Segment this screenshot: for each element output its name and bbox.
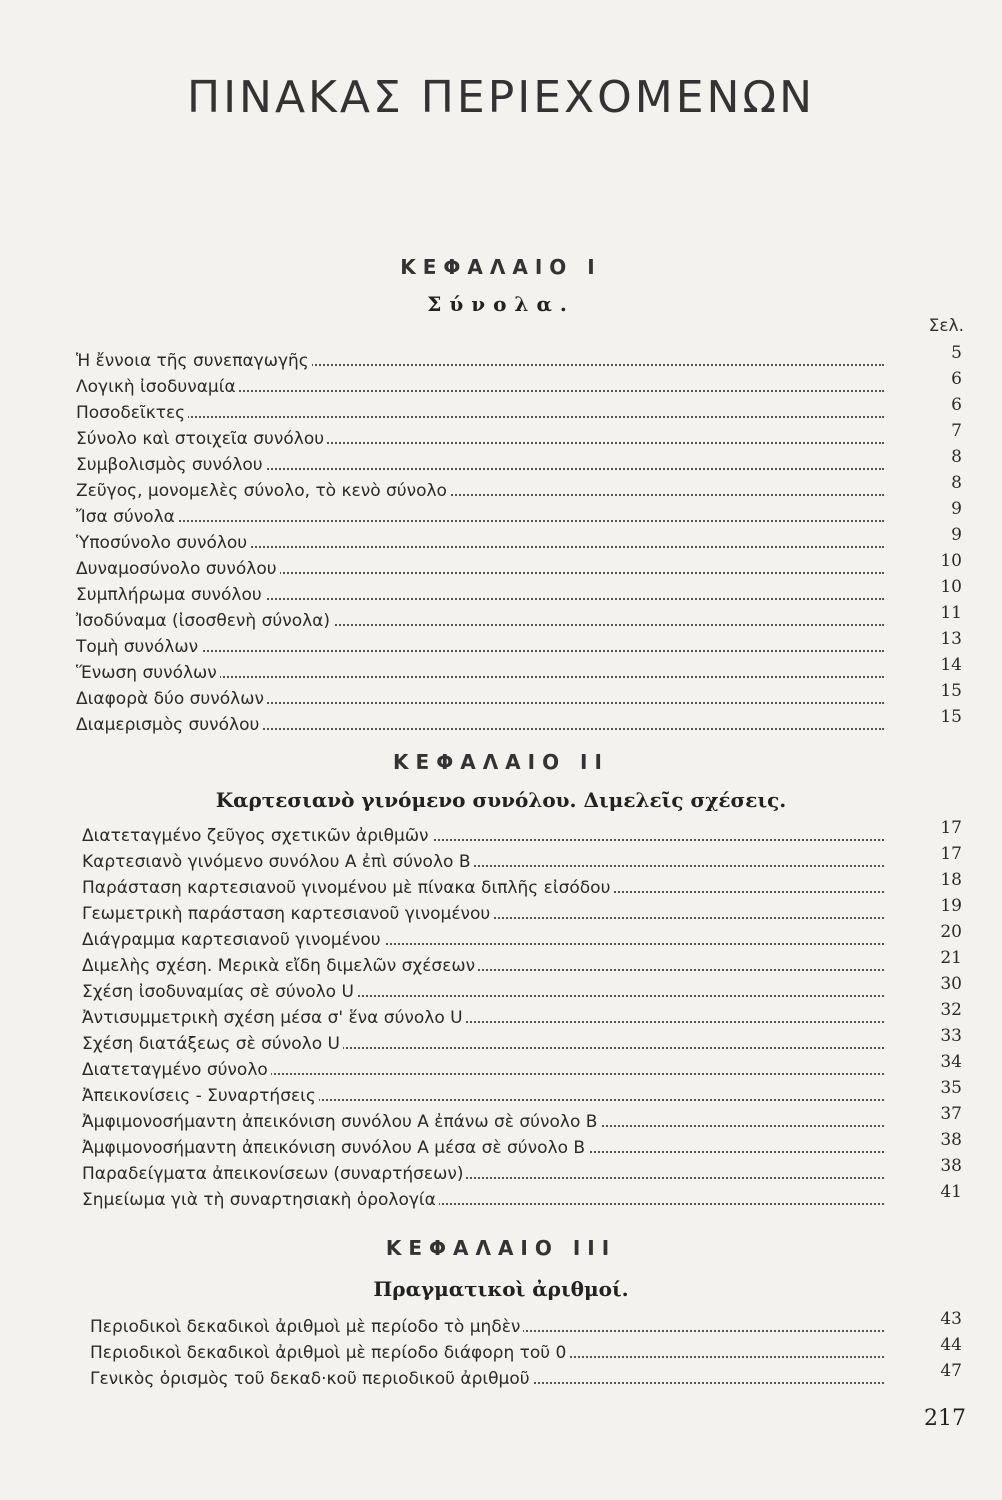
entry-title: Δυναμοσύνολο συνόλου bbox=[76, 558, 280, 580]
entry-title: Γεωμετρικὴ παράσταση καρτεσιανοῦ γινομένου bbox=[82, 903, 493, 925]
entry-title: Καρτεσιανὸ γινόμενο συνόλου Α ἐπὶ σύνολο Β bbox=[82, 851, 473, 873]
toc-entry bbox=[0, 551, 1002, 584]
toc-entry bbox=[0, 525, 1002, 558]
toc-entry bbox=[0, 896, 1002, 929]
entry-page-number: 15 bbox=[940, 681, 962, 701]
entry-page-number: 11 bbox=[940, 603, 962, 623]
entry-title: Διατεταγμένο ζεῦγος σχετικῶν ἀριθμῶν bbox=[82, 825, 432, 847]
entry-page-number: 8 bbox=[951, 473, 962, 493]
toc-entry bbox=[0, 343, 1002, 376]
toc-entry bbox=[0, 1182, 1002, 1215]
entry-title: Ἡ ἔννοια τῆς συνεπαγωγῆς bbox=[76, 350, 312, 372]
toc-entry bbox=[0, 1335, 1002, 1368]
entry-title: Ἀπεικονίσεις - Συναρτήσεις bbox=[82, 1085, 319, 1107]
toc-entry bbox=[0, 844, 1002, 877]
page-column-label: Σελ. bbox=[928, 316, 964, 336]
toc-entry bbox=[0, 1026, 1002, 1059]
toc-entry bbox=[0, 421, 1002, 454]
toc-entry bbox=[0, 395, 1002, 428]
entry-page-number: 33 bbox=[940, 1026, 962, 1046]
entry-title: Σύνολο καὶ στοιχεῖα συνόλου bbox=[76, 428, 327, 450]
chapter-2-heading: ΚΕΦΑΛΑΙΟ ΙΙ bbox=[393, 750, 609, 774]
entry-page-number: 14 bbox=[940, 655, 962, 675]
entry-page-number: 41 bbox=[940, 1182, 962, 1202]
entry-page-number: 13 bbox=[940, 629, 962, 649]
entry-title: Λογικὴ ἰσοδυναμία bbox=[76, 376, 239, 398]
toc-entry bbox=[0, 707, 1002, 740]
entry-title: Σημείωμα γιὰ τὴ συναρτησιακὴ ὁρολογία bbox=[82, 1189, 439, 1211]
entry-title: Παραδείγματα ἀπεικονίσεων (συναρτήσεων) bbox=[82, 1163, 466, 1185]
toc-entry bbox=[0, 447, 1002, 480]
chapter-3-heading: ΚΕΦΑΛΑΙΟ ΙΙΙ bbox=[385, 1236, 617, 1260]
entry-page-number: 30 bbox=[940, 974, 962, 994]
chapter-1-entries bbox=[0, 343, 1002, 740]
entry-page-number: 32 bbox=[940, 1000, 962, 1020]
toc-entry bbox=[0, 629, 1002, 662]
entry-page-number: 17 bbox=[940, 844, 962, 864]
entry-title: Σχέση ἰσοδυναμίας σὲ σύνολο U bbox=[82, 981, 357, 1003]
dot-leader bbox=[76, 520, 884, 522]
toc-entry bbox=[0, 1309, 1002, 1342]
entry-title: Συμπλήρωμα συνόλου bbox=[76, 584, 265, 606]
toc-entry bbox=[0, 1078, 1002, 1111]
entry-page-number: 15 bbox=[940, 707, 962, 727]
chapter-1-heading: ΚΕΦΑΛΑΙΟ Ι bbox=[400, 255, 602, 279]
dot-leader bbox=[76, 416, 884, 418]
entry-page-number: 34 bbox=[940, 1052, 962, 1072]
entry-page-number: 9 bbox=[951, 525, 962, 545]
toc-entry bbox=[0, 473, 1002, 506]
entry-page-number: 7 bbox=[951, 421, 962, 441]
entry-title: Ζεῦγος, μονομελὲς σύνολο, τὸ κενὸ σύνολο bbox=[76, 480, 450, 502]
toc-entry bbox=[0, 577, 1002, 610]
entry-title: Ποσοδεῖκτες bbox=[76, 402, 188, 424]
chapter-3-entries bbox=[0, 1309, 1002, 1394]
entry-page-number: 19 bbox=[940, 896, 962, 916]
entry-page-number: 10 bbox=[940, 551, 962, 571]
toc-entry bbox=[0, 948, 1002, 981]
entry-page-number: 8 bbox=[951, 447, 962, 467]
entry-title: Ἴσα σύνολα bbox=[76, 506, 178, 528]
entry-page-number: 9 bbox=[951, 499, 962, 519]
toc-entry bbox=[0, 974, 1002, 1007]
entry-page-number: 5 bbox=[951, 343, 962, 363]
entry-title: Διαφορὰ δύο συνόλων bbox=[76, 688, 267, 710]
toc-entry bbox=[0, 870, 1002, 903]
entry-page-number: 43 bbox=[940, 1309, 962, 1329]
toc-entry bbox=[0, 655, 1002, 688]
entry-page-number: 17 bbox=[940, 818, 962, 838]
toc-entry bbox=[0, 1000, 1002, 1033]
toc-entry bbox=[0, 369, 1002, 402]
toc-entry bbox=[0, 1052, 1002, 1085]
entry-page-number: 6 bbox=[951, 395, 962, 415]
entry-title: Ἰσοδύναμα (ἰσοσθενὴ σύνολα) bbox=[76, 610, 333, 632]
entry-page-number: 10 bbox=[940, 577, 962, 597]
entry-title: Ἀντισυμμετρικὴ σχέση μέσα σ' ἕνα σύνολο U bbox=[82, 1007, 466, 1029]
entry-title: Περιοδικοὶ δεκαδικοὶ ἀριθμοὶ μὲ περίοδο διάφορη τοῦ 0 bbox=[90, 1342, 569, 1364]
toc-entry bbox=[0, 1361, 1002, 1394]
entry-title: Συμβολισμὸς συνόλου bbox=[76, 454, 266, 476]
entry-title: Διμελὴς σχέση. Μερικὰ εἴδη διμελῶν σχέσεων bbox=[82, 955, 478, 977]
entry-title: Γενικὸς ὁρισμὸς τοῦ δεκαδ·κοῦ περιοδικοῦ ἀριθμοῦ bbox=[90, 1368, 533, 1390]
entry-title: Διαμερισμὸς συνόλου bbox=[76, 714, 262, 736]
page-title: ΠΙΝΑΚΑΣ ΠΕΡΙΕΧΟΜΕΝΩΝ bbox=[186, 72, 815, 123]
entry-title: Ἀμφιμονοσήμαντη ἀπεικόνιση συνόλου Α μέσα σὲ σύνολο Β bbox=[82, 1137, 588, 1159]
entry-page-number: 21 bbox=[940, 948, 962, 968]
entry-page-number: 6 bbox=[951, 369, 962, 389]
toc-entry bbox=[0, 681, 1002, 714]
entry-title: Παράσταση καρτεσιανοῦ γινομένου μὲ πίνακα διπλῆς εἰσόδου bbox=[82, 877, 613, 899]
entry-page-number: 38 bbox=[940, 1156, 962, 1176]
entry-page-number: 20 bbox=[940, 922, 962, 942]
entry-title: Τομὴ συνόλων bbox=[76, 636, 201, 658]
toc-entry bbox=[0, 818, 1002, 851]
toc-entry bbox=[0, 499, 1002, 532]
entry-page-number: 47 bbox=[940, 1361, 962, 1381]
entry-title: Διατεταγμένο σύνολο bbox=[82, 1059, 271, 1081]
entry-title: Περιοδικοὶ δεκαδικοὶ ἀριθμοὶ μὲ περίοδο τὸ μηδὲν bbox=[90, 1316, 523, 1338]
chapter-1-subtitle: Σύνολα. bbox=[427, 292, 575, 316]
entry-title: Ἀμφιμονοσήμαντη ἀπεικόνιση συνόλου Α ἐπάνω σὲ σύνολο Β bbox=[82, 1111, 600, 1133]
chapter-2-entries bbox=[0, 818, 1002, 1215]
entry-page-number: 37 bbox=[940, 1104, 962, 1124]
entry-page-number: 35 bbox=[940, 1078, 962, 1098]
entry-title: Ἕνωση συνόλων bbox=[76, 662, 220, 684]
entry-title: Σχέση διατάξεως σὲ σύνολο U bbox=[82, 1033, 343, 1055]
page-number: 217 bbox=[924, 1406, 966, 1431]
chapter-2-subtitle: Καρτεσιανὸ γινόμενο συνόλου. Διμελεῖς σχέσεις. bbox=[215, 788, 787, 812]
chapter-3-subtitle: Πραγματικοὶ ἀριθμοί. bbox=[373, 1277, 629, 1301]
entry-title: Διάγραμμα καρτεσιανοῦ γινομένου bbox=[82, 929, 384, 951]
toc-entry bbox=[0, 922, 1002, 955]
entry-page-number: 44 bbox=[940, 1335, 962, 1355]
entry-title: Ὑποσύνολο συνόλου bbox=[76, 532, 250, 554]
toc-entry bbox=[0, 1104, 1002, 1137]
entry-page-number: 18 bbox=[940, 870, 962, 890]
toc-entry bbox=[0, 1130, 1002, 1163]
toc-entry bbox=[0, 1156, 1002, 1189]
entry-page-number: 38 bbox=[940, 1130, 962, 1150]
toc-entry bbox=[0, 603, 1002, 636]
